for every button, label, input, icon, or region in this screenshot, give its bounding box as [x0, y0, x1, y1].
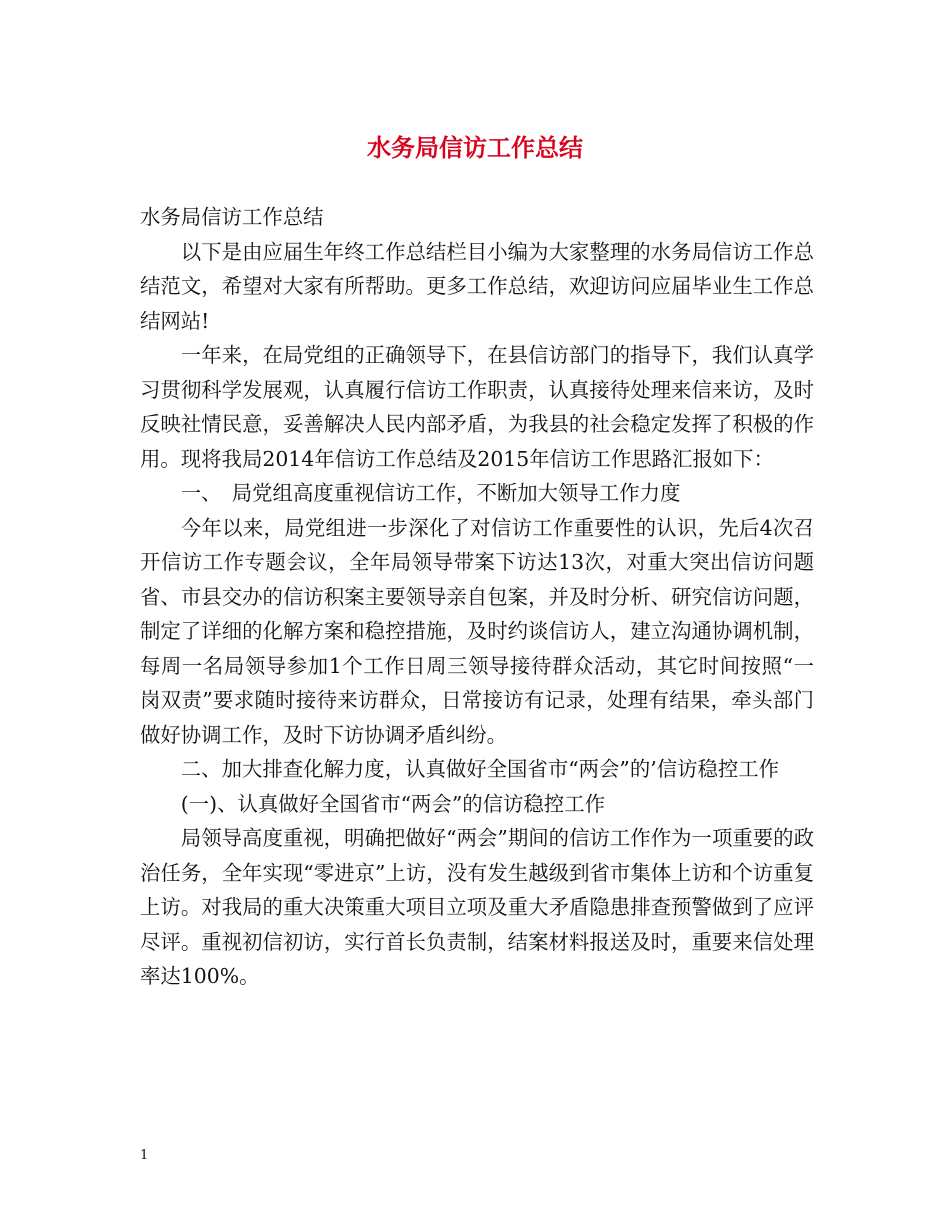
document-body [140, 200, 814, 994]
subsection-one-paragraph: 局领导高度重视，明确把做好“两会”期间的信访工作作为一项重要的政治任务，全年实现“零进京”上访，没有发生越级到省市集体上访和个访重复上访。对我局的重大决策重大项目立项及重大矛盾隐患排查预警做到了应评尽评。重视初信初访，实行首长负责制，结案材料报送及时，重要来信处理率达100%。 [140, 826, 814, 988]
section-heading-two: 二、加大排查化解力度，认真做好全国省市“两会”的’信访稳控工作 [180, 757, 780, 781]
section-heading-one: 一、 局党组高度重视信访工作，不断加大领导工作力度 [180, 481, 681, 505]
page-number: 1 [140, 1148, 149, 1163]
summary-paragraph: 一年来，在局党组的正确领导下，在县信访部门的指导下，我们认真学习贯彻科学发展观，认真履行信访工作职责，认真接待处理来信来访，及时反映社情民意，妥善解决人民内部矛盾，为我县的社会稳定发挥了积极的作用。现将我局2014年信访工作总结及2015年信访工作思路汇报如下： [140, 343, 814, 471]
intro-paragraph: 以下是由应届生年终工作总结栏目小编为大家整理的水务局信访工作总结范文，希望对大家有所帮助。更多工作总结，欢迎访问应届毕业生工作总结网站! [140, 239, 814, 333]
document-subtitle: 水务局信访工作总结 [140, 205, 324, 229]
subsection-heading-one: (一)、认真做好全国省市“两会”的信访稳控工作 [180, 791, 605, 816]
document-title: 水务局信访工作总结 [367, 134, 583, 162]
section-one-paragraph: 今年以来，局党组进一步深化了对信访工作重要性的认识，先后4次召开信访工作专题会议，全年局领导带案下访达13次，对重大突出信访问题省、市县交办的信访积案主要领导亲自包案，并及时分析、研究信访问题，制定了详细的化解方案和稳控措施，及时约谈信访人，建立沟通协调机制，每周一名局领导参加1个工作日周三领导接待群众活动，其它时间按照“一岗双责”要求随时接待来访群众，日常接访有记录，处理有结果，牵头部门做好协调工作，及时下访协调矛盾纠纷。 [140, 515, 814, 747]
